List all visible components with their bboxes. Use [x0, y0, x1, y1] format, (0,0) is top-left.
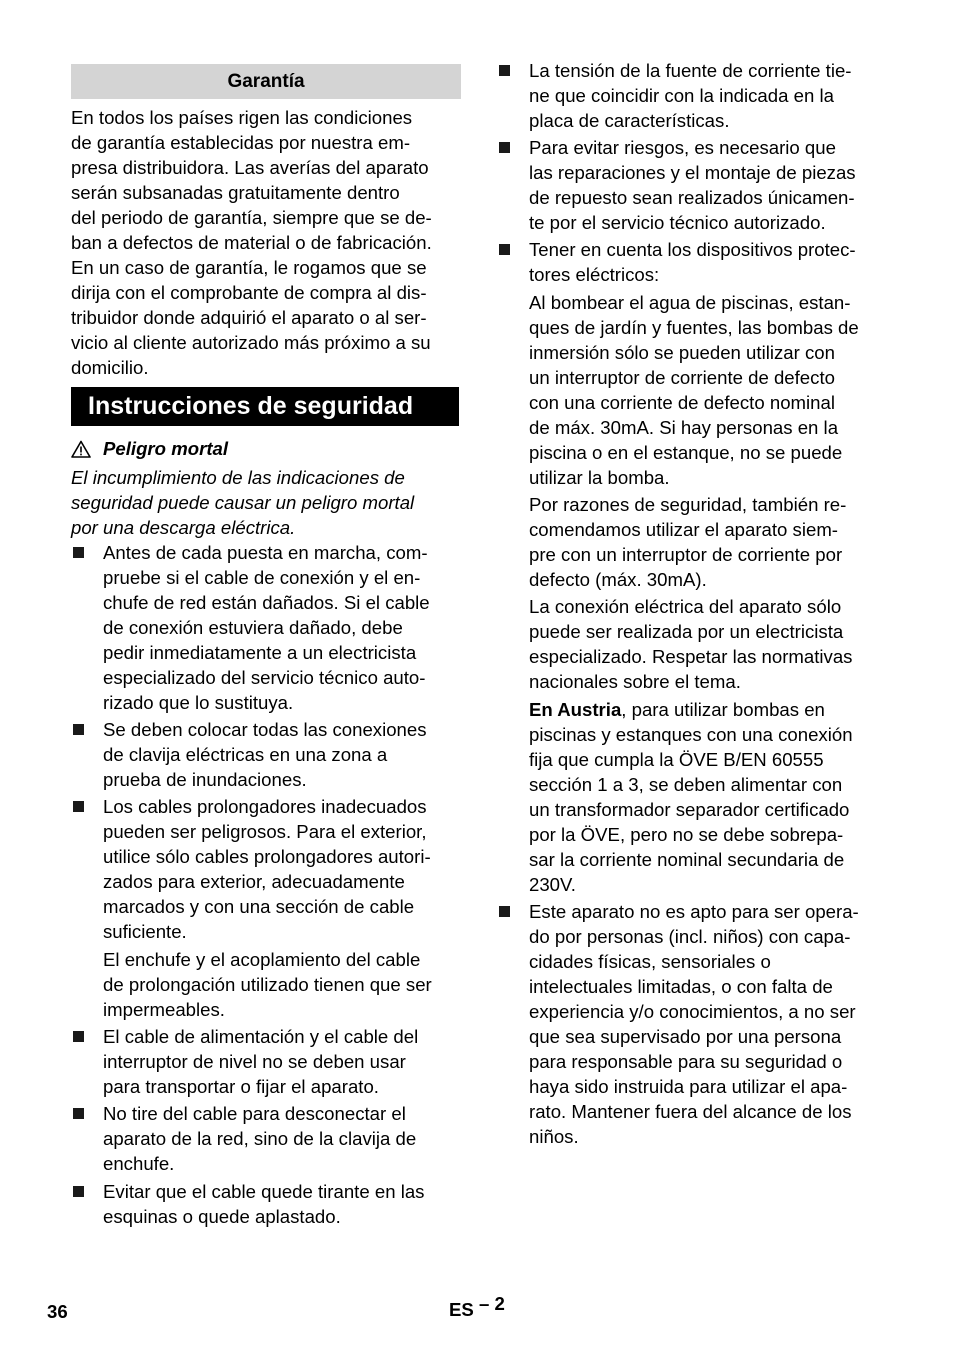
- text-line: utilice sólo cables prolongadores autori-: [103, 846, 431, 867]
- section-page-ref: – 2: [478, 1293, 505, 1314]
- text-line: dirija con el comprobante de compra al dis-: [71, 282, 427, 303]
- text-line: haya sido instruida para utilizar el apa-: [529, 1076, 848, 1097]
- text-line: sección 1 a 3, se deben alimentar con: [529, 774, 843, 795]
- text-line: presa distribuidora. Las averías del aparato: [71, 157, 429, 178]
- bullet-square-icon: [499, 65, 510, 76]
- text-line: esquinas o quede aplastado.: [103, 1206, 341, 1227]
- text-line: chufe de red están dañados. Si el cable: [103, 592, 430, 613]
- text-line: seguridad puede causar un peligro mortal: [71, 492, 415, 513]
- text-line: En todos los países rigen las condiciones: [71, 107, 413, 128]
- text-line: ne que coincidir con la indicada en la: [529, 85, 834, 106]
- text-line: pedir inmediatamente a un electricista: [103, 642, 417, 663]
- text-line: puede ser realizada por un electricista: [529, 621, 844, 642]
- text-line: un transformador separador certificado: [529, 799, 850, 820]
- text-line: Evitar que el cable quede tirante en las: [103, 1181, 425, 1202]
- text-line: intelectuales limitadas, o con falta de: [529, 976, 833, 997]
- text-line: aparato de la red, sino de la clavija de: [103, 1128, 417, 1149]
- text-line: interruptor de nivel no se deben usar: [103, 1051, 406, 1072]
- text-line: impermeables.: [103, 999, 225, 1020]
- text-line: de clavija eléctricas en una zona a: [103, 744, 388, 765]
- text-line: En un caso de garantía, le rogamos que se: [71, 257, 427, 278]
- bullet-square-icon: [73, 1108, 84, 1119]
- text-line: comendamos utilizar el aparato siem-: [529, 519, 838, 540]
- text-line: de conexión estuviera dañado, debe: [103, 617, 403, 638]
- language-code: ES: [449, 1299, 474, 1320]
- text-line: especializado. Respetar las normativas: [529, 646, 853, 667]
- text-line: El enchufe y el acoplamiento del cable: [103, 949, 421, 970]
- text-line: marcados y con una sección de cable: [103, 896, 415, 917]
- text-line: Al bombear el agua de piscinas, estan-: [529, 292, 851, 313]
- text-line: de garantía establecidas por nuestra em-: [71, 132, 411, 153]
- text-line: tores eléctricos:: [529, 264, 660, 285]
- text-line: El incumplimiento de las indicaciones de: [71, 467, 405, 488]
- text-line: do por personas (incl. niños) con capa-: [529, 926, 851, 947]
- text-line: pre con un interruptor de corriente por: [529, 544, 843, 565]
- text-line: 230V.: [529, 874, 576, 895]
- bullet-square-icon: [499, 906, 510, 917]
- text-line: No tire del cable para desconectar el: [103, 1103, 406, 1124]
- bullet-square-icon: [499, 244, 510, 255]
- text-line: piscina o en el estanque, no se puede: [529, 442, 843, 463]
- bullet-square-icon: [73, 1186, 84, 1197]
- text-line: ban a defectos de material o de fabricación.: [71, 232, 432, 253]
- warning-title: Peligro mortal: [103, 438, 229, 459]
- text-line: niños.: [529, 1126, 579, 1147]
- page-number: 36: [47, 1301, 68, 1322]
- text-line: placa de características.: [529, 110, 730, 131]
- text-line: vicio al cliente autorizado más próximo a su: [71, 332, 431, 353]
- text-line: La tensión de la fuente de corriente tie-: [529, 60, 852, 81]
- text-line: tribuidor donde adquirió el aparato o al ser-: [71, 307, 427, 328]
- text-line: de repuesto sean realizados únicamen-: [529, 187, 855, 208]
- text-line: por la ÖVE, pero no se debe sobrepa-: [529, 824, 844, 845]
- text-line: te por el servicio técnico autorizado.: [529, 212, 826, 233]
- bullet-square-icon: [73, 547, 84, 558]
- text-line: pueden ser peligrosos. Para el exterior,: [103, 821, 427, 842]
- austria-label: En Austria: [529, 699, 622, 720]
- text-line: especializado del servicio técnico auto-: [103, 667, 426, 688]
- section-title-garantia: Garantía: [71, 64, 461, 99]
- bullet-square-icon: [73, 1031, 84, 1042]
- text-line: pruebe si el cable de conexión y el en-: [103, 567, 421, 588]
- text-line: Se deben colocar todas las conexiones: [103, 719, 427, 740]
- bullet-square-icon: [499, 142, 510, 153]
- text-line: domicilio.: [71, 357, 149, 378]
- text-line: sar la corriente nominal secundaria de: [529, 849, 845, 870]
- text-line: rizado que lo sustituya.: [103, 692, 294, 713]
- section-title-seguridad: Instrucciones de seguridad: [71, 387, 459, 426]
- text-line: Tener en cuenta los dispositivos protec-: [529, 239, 856, 260]
- bullet-square-icon: [73, 724, 84, 735]
- text-line: El cable de alimentación y el cable del: [103, 1026, 419, 1047]
- text-line: zados para exterior, adecuadamente: [103, 871, 405, 892]
- text-line: piscinas y estanques con una conexión: [529, 724, 853, 745]
- text-line: Antes de cada puesta en marcha, com-: [103, 542, 428, 563]
- warning-heading: [71, 436, 228, 461]
- text-line: de máx. 30mA. Si hay personas en la: [529, 417, 839, 438]
- text-line: Para evitar riesgos, es necesario que: [529, 137, 836, 158]
- text-line: utilizar la bomba.: [529, 467, 670, 488]
- text-line: Por razones de seguridad, también re-: [529, 494, 847, 515]
- text-line: que sea supervisado por una persona: [529, 1026, 842, 1047]
- text-line: Los cables prolongadores inadecuados: [103, 796, 427, 817]
- text-line: cidades físicas, sensoriales o: [529, 951, 771, 972]
- text-line: La conexión eléctrica del aparato sólo: [529, 596, 842, 617]
- text-line: suficiente.: [103, 921, 187, 942]
- text-line: inmersión sólo se pueden utilizar con: [529, 342, 835, 363]
- text-line: experiencia y/o conocimientos, a no ser: [529, 1001, 856, 1022]
- text-line: nacionales sobre el tema.: [529, 671, 741, 692]
- text-line: las reparaciones y el montaje de piezas: [529, 162, 856, 183]
- text-line: con una corriente de defecto nominal: [529, 392, 835, 413]
- text-line: para responsable para su seguridad o: [529, 1051, 843, 1072]
- text-line: de prolongación utilizado tienen que ser: [103, 974, 432, 995]
- text-line: para transportar o fijar el aparato.: [103, 1076, 379, 1097]
- bullet-square-icon: [73, 801, 84, 812]
- text-line: [529, 697, 895, 722]
- text-line: Este aparato no es apto para ser opera-: [529, 901, 859, 922]
- text-line: enchufe.: [103, 1153, 175, 1174]
- text-line: ques de jardín y fuentes, las bombas de: [529, 317, 859, 338]
- text-line: defecto (máx. 30mA).: [529, 569, 707, 590]
- text-line: fija que cumpla la ÖVE B/EN 60555: [529, 749, 824, 770]
- austria-first-line: , para utilizar bombas en: [621, 699, 825, 720]
- warning-triangle-icon: [71, 440, 91, 458]
- text-line: un interruptor de corriente de defecto: [529, 367, 835, 388]
- text-line: prueba de inundaciones.: [103, 769, 307, 790]
- text-line: serán subsanadas gratuitamente dentro: [71, 182, 400, 203]
- language-page-ref: [449, 1293, 505, 1322]
- text-line: por una descarga eléctrica.: [71, 517, 296, 538]
- text-line: rato. Mantener fuera del alcance de los: [529, 1101, 852, 1122]
- text-line: del periodo de garantía, siempre que se de-: [71, 207, 432, 228]
